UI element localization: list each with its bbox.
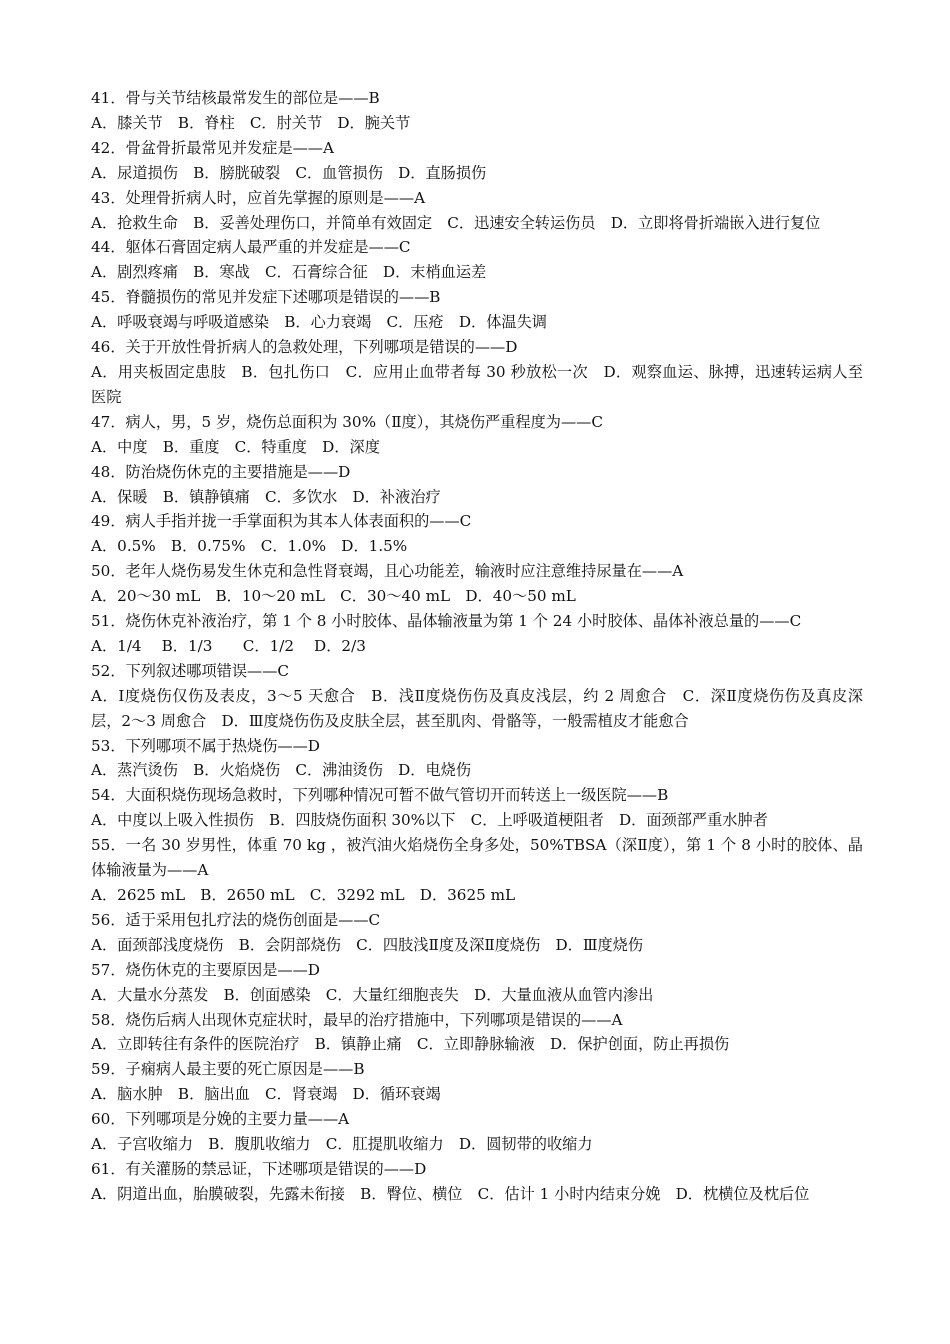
question-51-stem: 51．烧伤休克补液治疗，第 1 个 8 小时胶体、晶体输液量为第 1 个 24 小时胶体、晶体补液总量的——C bbox=[91, 612, 802, 631]
question-43-stem: 43．处理骨折病人时，应首先掌握的原则是——A bbox=[91, 188, 426, 207]
question-46-options: A．用夹板固定患肢 B．包扎伤口 C．应用止血带者每 30 秒放松一次 D．观察血运、脉搏，迅速转运病人至医院 bbox=[91, 362, 863, 406]
question-54-stem: 54．大面积烧伤现场急救时，下列哪种情况可暂不做气管切开而转送上一级医院——B bbox=[91, 786, 669, 805]
question-58-options: A．立即转往有条件的医院治疗 B．镇静止痛 C．立即静脉输液 D．保护创面，防止再损伤 bbox=[91, 1035, 730, 1054]
question-50-options: A．20～30 mL B．10～20 mL C．30～40 mL D．40～50 mL bbox=[91, 587, 576, 606]
question-46-stem: 46．关于开放性骨折病人的急救处理，下列哪项是错误的——D bbox=[91, 338, 518, 357]
question-57-stem: 57．烧伤休克的主要原因是——D bbox=[91, 960, 320, 979]
question-41-options: A．膝关节 B．脊柱 C．肘关节 D．腕关节 bbox=[91, 113, 411, 132]
question-61-options: A．阴道出血，胎膜破裂，先露未衔接 B．臀位、横位 C．估计 1 小时内结束分娩 D．枕横位及枕后位 bbox=[91, 1184, 810, 1203]
question-56-options: A．面颈部浅度烧伤 B．会阴部烧伤 C．四肢浅Ⅱ度及深Ⅱ度烧伤 D．Ⅲ度烧伤 bbox=[91, 935, 644, 954]
question-44-options: A．剧烈疼痛 B．寒战 C．石膏综合征 D．末梢血运差 bbox=[91, 263, 487, 282]
question-59-options: A．脑水肿 B．脑出血 C．肾衰竭 D．循环衰竭 bbox=[91, 1085, 441, 1104]
question-53-stem: 53．下列哪项不属于热烧伤——D bbox=[91, 736, 320, 755]
question-44-stem: 44．躯体石膏固定病人最严重的并发症是——C bbox=[91, 238, 411, 257]
question-45-stem: 45．脊髓损伤的常见并发症下述哪项是错误的——B bbox=[91, 288, 441, 307]
question-41-stem: 41．骨与关节结核最常发生的部位是——B bbox=[91, 89, 380, 107]
question-42-stem: 42．骨盆骨折最常见并发症是——A bbox=[91, 138, 334, 157]
question-53-options: A．蒸汽烫伤 B．火焰烧伤 C．沸油烫伤 D．电烧伤 bbox=[91, 761, 472, 780]
document-page bbox=[91, 86, 863, 1207]
question-49-options: A．0.5% B．0.75% C．1.0% D．1.5% bbox=[91, 537, 408, 556]
question-48-options: A．保暖 B．镇静镇痛 C．多饮水 D．补液治疗 bbox=[91, 487, 441, 506]
question-47-options: A．中度 B．重度 C．特重度 D．深度 bbox=[91, 437, 380, 456]
question-49-stem: 49．病人手指并拢一手掌面积为其本人体表面积的——C bbox=[91, 512, 472, 531]
question-52-stem: 52．下列叙述哪项错误——C bbox=[91, 661, 290, 680]
question-55-stem: 55．一名 30 岁男性，体重 70 kg ，被汽油火焰烧伤全身多处，50%TBSA（深Ⅱ度），第 1 个 8 小时的胶体、晶体输液量为——A bbox=[91, 836, 863, 880]
question-42-options: A．尿道损伤 B．膀胱破裂 C．血管损伤 D．直肠损伤 bbox=[91, 163, 487, 182]
question-51-options: A．1/4 B．1/3 C．1/2 D．2/3 bbox=[91, 636, 366, 655]
question-59-stem: 59．子痫病人最主要的死亡原因是——B bbox=[91, 1060, 365, 1079]
question-56-stem: 56．适于采用包扎疗法的烧伤创面是——C bbox=[91, 910, 381, 929]
question-60-options: A．子宫收缩力 B．腹肌收缩力 C．肛提肌收缩力 D．圆韧带的收缩力 bbox=[91, 1135, 593, 1154]
question-57-options: A．大量水分蒸发 B．创面感染 C．大量红细胞丧失 D．大量血液从血管内渗出 bbox=[91, 985, 654, 1004]
question-54-options: A．中度以上吸入性损伤 B．四肢烧伤面积 30%以下 C．上呼吸道梗阻者 D．面颈部严重水肿者 bbox=[91, 811, 768, 830]
question-55-options: A．2625 mL B．2650 mL C．3292 mL D．3625 mL bbox=[91, 886, 516, 904]
question-50-stem: 50．老年人烧伤易发生休克和急性肾衰竭，且心功能差，输液时应注意维持尿量在——A bbox=[91, 562, 684, 581]
question-61-stem: 61．有关灌肠的禁忌证，下述哪项是错误的——D bbox=[91, 1159, 427, 1178]
question-58-stem: 58．烧伤后病人出现休克症状时，最早的治疗措施中，下列哪项是错误的——A bbox=[91, 1010, 623, 1029]
question-43-options: A．抢救生命 B．妥善处理伤口，并简单有效固定 C．迅速安全转运伤员 D．立即将骨折端嵌入进行复位 bbox=[91, 213, 821, 232]
question-48-stem: 48．防治烧伤休克的主要措施是——D bbox=[91, 462, 351, 481]
question-47-stem: 47．病人，男，5 岁，烧伤总面积为 30%（Ⅱ度），其烧伤严重程度为——C bbox=[91, 412, 603, 431]
question-45-options: A．呼吸衰竭与呼吸道感染 B．心力衰竭 C．压疮 D．体温失调 bbox=[91, 313, 547, 332]
question-52-options: A．Ⅰ度烧伤仅伤及表皮，3～5 天愈合 B．浅Ⅱ度烧伤伤及真皮浅层，约 2 周愈合 C．深Ⅱ度烧伤伤及真皮深层，2～3 周愈合 D．Ⅲ度烧伤伤及皮肤全层，甚至肌肉、骨骼等，一般需植皮才能愈合 bbox=[91, 686, 863, 730]
question-60-stem: 60．下列哪项是分娩的主要力量——A bbox=[91, 1110, 350, 1129]
